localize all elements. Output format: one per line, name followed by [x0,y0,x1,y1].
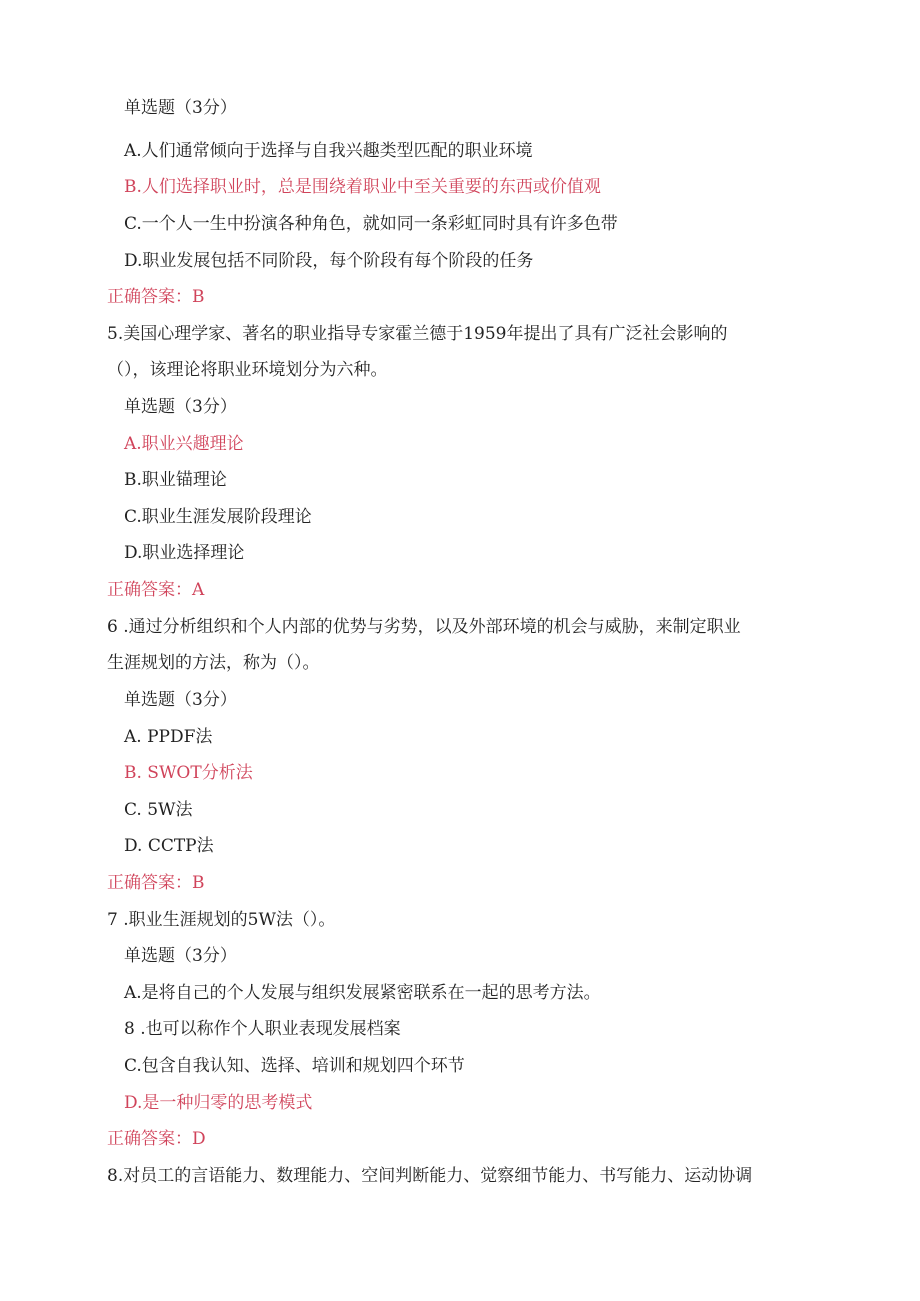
q6-option-c: C. 5W法 [124,800,193,820]
q5-answer: 正确答案：A [107,580,205,600]
q6-stem-line1: 6 .通过分析组织和个人内部的优势与劣势，以及外部环境的机会与威胁，来制定职业 [107,617,741,637]
q8-stem-line1: 8.对员工的言语能力、数理能力、空间判断能力、觉察细节能力、书写能力、运动协调 [107,1166,753,1186]
q4-option-a: A.人们通常倾向于选择与自我兴趣类型匹配的职业环境 [124,141,533,161]
q5-option-d: D.职业选择理论 [124,543,245,563]
q7-answer: 正确答案：D [107,1129,206,1149]
q6-option-a: A. PPDF法 [124,727,213,747]
q5-stem-line2: （），该理论将职业环境划分为六种。 [107,360,388,380]
q7-option-a: A.是将自己的个人发展与组织发展紧密联系在一起的思考方法。 [124,983,601,1003]
q7-option-d: D.是一种归零的思考模式 [124,1093,313,1113]
q6-type: 单选题（3分） [124,690,237,710]
q4-option-c: C.一个人一生中扮演各种角色，就如同一条彩虹同时具有许多色带 [124,214,618,234]
q5-type: 单选题（3分） [124,397,237,417]
q6-option-b: B. SWOT分析法 [124,763,253,783]
q7-type: 单选题（3分） [124,946,237,966]
q5-option-a: A.职业兴趣理论 [124,434,244,454]
q5-option-b: B.职业锚理论 [124,470,227,490]
q6-stem-line2: 生涯规划的方法，称为（）。 [107,653,320,673]
q7-option-c: C.包含自我认知、选择、培训和规划四个环节 [124,1056,465,1076]
q5-stem-line1: 5.美国心理学家、著名的职业指导专家霍兰德于1959年提出了具有广泛社会影响的 [107,324,728,344]
q4-type: 单选题（3分） [124,98,237,118]
q4-option-d: D.职业发展包括不同阶段，每个阶段有每个阶段的任务 [124,251,534,271]
q4-option-b: B.人们选择职业时，总是围绕着职业中至关重要的东西或价值观 [124,177,601,197]
q4-answer: 正确答案：B [107,287,205,307]
q6-answer: 正确答案：B [107,873,205,893]
q7-stem-line1: 7 .职业生涯规划的5W法（）。 [107,910,336,930]
q6-option-d: D. CCTP法 [124,836,214,856]
q7-option-b: 8 .也可以称作个人职业表现发展档案 [124,1019,401,1039]
q5-option-c: C.职业生涯发展阶段理论 [124,507,312,527]
